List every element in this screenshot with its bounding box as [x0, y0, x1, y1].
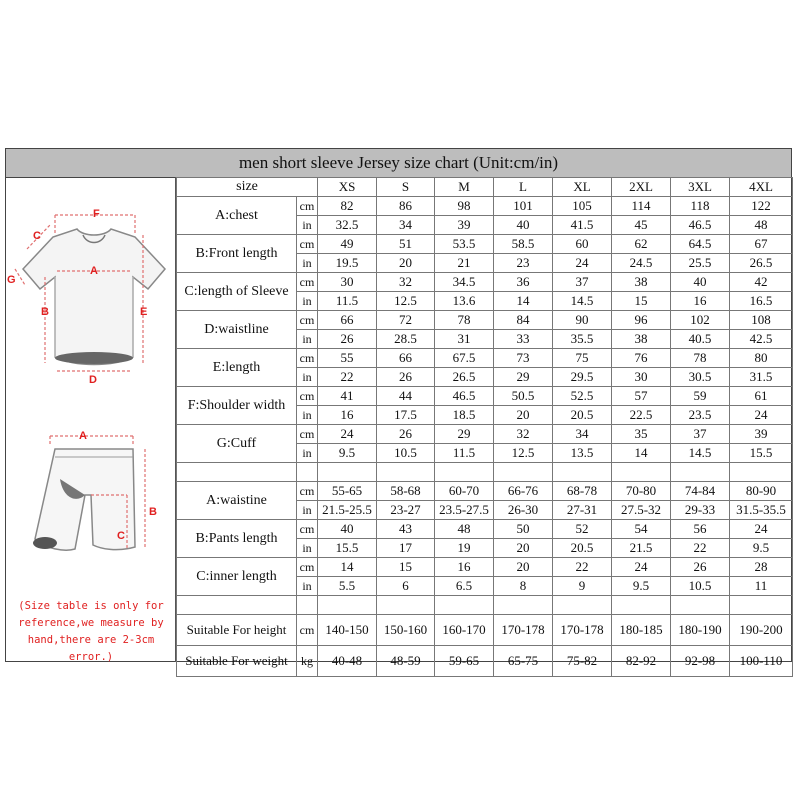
suitable-label: Suitable For height [177, 615, 297, 646]
empty-cell [494, 596, 553, 615]
empty-cell [297, 463, 318, 482]
value-cell: 66 [318, 311, 377, 330]
value-cell: 23 [494, 254, 553, 273]
value-cell: 14.5 [671, 444, 730, 463]
value-cell: 10.5 [377, 444, 435, 463]
value-cell: 22 [553, 558, 612, 577]
value-cell: 59-65 [435, 646, 494, 677]
value-cell: 150-160 [377, 615, 435, 646]
value-cell: 42.5 [730, 330, 793, 349]
value-cell: 140-150 [318, 615, 377, 646]
value-cell: 23.5 [671, 406, 730, 425]
unit-cell: cm [297, 482, 318, 501]
unit-cell: cm [297, 197, 318, 216]
empty-cell [730, 596, 793, 615]
value-cell: 16 [435, 558, 494, 577]
value-cell: 38 [612, 330, 671, 349]
unit-cell: in [297, 216, 318, 235]
value-cell: 40.5 [671, 330, 730, 349]
value-cell: 180-185 [612, 615, 671, 646]
value-cell: 32.5 [318, 216, 377, 235]
value-cell: 41.5 [553, 216, 612, 235]
value-cell: 26.5 [730, 254, 793, 273]
size-column-header: 4XL [730, 178, 793, 197]
measure-line-g [15, 269, 25, 285]
empty-cell [553, 463, 612, 482]
value-cell: 22.5 [612, 406, 671, 425]
value-cell: 27.5-32 [612, 501, 671, 520]
value-cell: 24 [612, 558, 671, 577]
value-cell: 92-98 [671, 646, 730, 677]
measurement-name: C:inner length [177, 558, 297, 596]
jersey-outline [23, 229, 165, 365]
value-cell: 8 [494, 577, 553, 596]
value-cell: 30 [318, 273, 377, 292]
measurement-name: F:Shoulder width [177, 387, 297, 425]
value-cell: 22 [671, 539, 730, 558]
measurement-name: A:waistine [177, 482, 297, 520]
value-cell: 70-80 [612, 482, 671, 501]
value-cell: 35 [612, 425, 671, 444]
size-column-header: XS [318, 178, 377, 197]
diagram-panel [5, 177, 176, 662]
pants-label-b: B [149, 506, 157, 518]
value-cell: 21.5-25.5 [318, 501, 377, 520]
value-cell: 15.5 [318, 539, 377, 558]
value-cell: 13.5 [553, 444, 612, 463]
value-cell: 26 [377, 368, 435, 387]
size-column-header: 3XL [671, 178, 730, 197]
value-cell: 23.5-27.5 [435, 501, 494, 520]
value-cell: 19 [435, 539, 494, 558]
jersey-row-cm [177, 425, 793, 444]
chart-title: men short sleeve Jersey size chart (Unit:cm/in) [5, 148, 792, 178]
value-cell: 32 [494, 425, 553, 444]
value-cell: 54 [612, 520, 671, 539]
value-cell: 74-84 [671, 482, 730, 501]
pants-label-c: C [117, 530, 125, 542]
unit-cell: kg [297, 646, 318, 677]
empty-cell [177, 596, 297, 615]
value-cell: 118 [671, 197, 730, 216]
value-cell: 20.5 [553, 406, 612, 425]
value-cell: 39 [730, 425, 793, 444]
value-cell: 19.5 [318, 254, 377, 273]
value-cell: 15 [612, 292, 671, 311]
value-cell: 34 [377, 216, 435, 235]
value-cell: 17 [377, 539, 435, 558]
value-cell: 43 [377, 520, 435, 539]
value-cell: 11.5 [318, 292, 377, 311]
value-cell: 24 [730, 520, 793, 539]
value-cell: 66 [377, 349, 435, 368]
unit-cell: cm [297, 425, 318, 444]
pants-row-cm [177, 558, 793, 577]
value-cell: 31 [435, 330, 494, 349]
value-cell: 90 [553, 311, 612, 330]
value-cell: 100-110 [730, 646, 793, 677]
value-cell: 31.5-35.5 [730, 501, 793, 520]
jersey-row-cm [177, 273, 793, 292]
value-cell: 15.5 [730, 444, 793, 463]
value-cell: 60 [553, 235, 612, 254]
empty-cell [377, 463, 435, 482]
suitable-label: Suitable For weight [177, 646, 297, 677]
value-cell: 29 [435, 425, 494, 444]
label-g: G [7, 274, 16, 286]
value-cell: 61 [730, 387, 793, 406]
label-c: C [33, 230, 41, 242]
size-table-body [177, 178, 793, 677]
empty-cell [377, 596, 435, 615]
value-cell: 170-178 [553, 615, 612, 646]
value-cell: 34 [553, 425, 612, 444]
pants-row-cm [177, 482, 793, 501]
unit-cell: cm [297, 349, 318, 368]
value-cell: 11 [730, 577, 793, 596]
value-cell: 67.5 [435, 349, 494, 368]
value-cell: 98 [435, 197, 494, 216]
value-cell: 24 [318, 425, 377, 444]
value-cell: 17.5 [377, 406, 435, 425]
value-cell: 29 [494, 368, 553, 387]
value-cell: 75 [553, 349, 612, 368]
value-cell: 62 [612, 235, 671, 254]
empty-cell [318, 463, 377, 482]
value-cell: 27-31 [553, 501, 612, 520]
value-cell: 58-68 [377, 482, 435, 501]
unit-cell: cm [297, 558, 318, 577]
value-cell: 31.5 [730, 368, 793, 387]
value-cell: 73 [494, 349, 553, 368]
value-cell: 53.5 [435, 235, 494, 254]
size-header-label: size [177, 178, 318, 197]
value-cell: 42 [730, 273, 793, 292]
spacer-row [177, 596, 793, 615]
empty-cell [318, 596, 377, 615]
value-cell: 30.5 [671, 368, 730, 387]
empty-cell [671, 596, 730, 615]
value-cell: 26-30 [494, 501, 553, 520]
jersey-diagram [7, 208, 165, 386]
value-cell: 68-78 [553, 482, 612, 501]
value-cell: 57 [612, 387, 671, 406]
value-cell: 105 [553, 197, 612, 216]
measurement-name: B:Front length [177, 235, 297, 273]
value-cell: 6.5 [435, 577, 494, 596]
measurement-name: C:length of Sleeve [177, 273, 297, 311]
value-cell: 28.5 [377, 330, 435, 349]
value-cell: 30 [612, 368, 671, 387]
empty-cell [177, 463, 297, 482]
value-cell: 14 [612, 444, 671, 463]
value-cell: 6 [377, 577, 435, 596]
empty-cell [553, 596, 612, 615]
value-cell: 20 [494, 406, 553, 425]
unit-cell: cm [297, 235, 318, 254]
suitable-weight-row [177, 646, 793, 677]
spacer-row [177, 463, 793, 482]
value-cell: 76 [612, 349, 671, 368]
value-cell: 9 [553, 577, 612, 596]
value-cell: 20 [494, 539, 553, 558]
value-cell: 78 [435, 311, 494, 330]
value-cell: 5.5 [318, 577, 377, 596]
value-cell: 38 [612, 273, 671, 292]
value-cell: 122 [730, 197, 793, 216]
value-cell: 24 [553, 254, 612, 273]
pants-diagram [33, 430, 157, 550]
value-cell: 28 [730, 558, 793, 577]
unit-cell: in [297, 406, 318, 425]
value-cell: 55 [318, 349, 377, 368]
value-cell: 51 [377, 235, 435, 254]
value-cell: 14 [318, 558, 377, 577]
value-cell: 64.5 [671, 235, 730, 254]
jersey-row-cm [177, 197, 793, 216]
unit-cell: in [297, 444, 318, 463]
label-e: E [140, 306, 148, 318]
value-cell: 25.5 [671, 254, 730, 273]
unit-cell: cm [297, 520, 318, 539]
value-cell: 170-178 [494, 615, 553, 646]
measurement-name: G:Cuff [177, 425, 297, 463]
value-cell: 49 [318, 235, 377, 254]
value-cell: 65-75 [494, 646, 553, 677]
value-cell: 48-59 [377, 646, 435, 677]
size-column-header: M [435, 178, 494, 197]
value-cell: 37 [553, 273, 612, 292]
value-cell: 20 [494, 558, 553, 577]
value-cell: 21.5 [612, 539, 671, 558]
jersey-row-cm [177, 349, 793, 368]
value-cell: 46.5 [671, 216, 730, 235]
jersey-row-cm [177, 311, 793, 330]
suitable-height-row [177, 615, 793, 646]
unit-cell: in [297, 254, 318, 273]
value-cell: 72 [377, 311, 435, 330]
unit-cell: in [297, 330, 318, 349]
measurement-name: E:length [177, 349, 297, 387]
unit-cell: cm [297, 273, 318, 292]
value-cell: 48 [435, 520, 494, 539]
empty-cell [494, 463, 553, 482]
value-cell: 84 [494, 311, 553, 330]
value-cell: 12.5 [494, 444, 553, 463]
value-cell: 67 [730, 235, 793, 254]
value-cell: 41 [318, 387, 377, 406]
value-cell: 23-27 [377, 501, 435, 520]
unit-cell: cm [297, 387, 318, 406]
value-cell: 60-70 [435, 482, 494, 501]
unit-cell: in [297, 577, 318, 596]
value-cell: 24 [730, 406, 793, 425]
size-column-header: L [494, 178, 553, 197]
value-cell: 22 [318, 368, 377, 387]
value-cell: 56 [671, 520, 730, 539]
value-cell: 32 [377, 273, 435, 292]
value-cell: 12.5 [377, 292, 435, 311]
size-table [176, 177, 793, 677]
value-cell: 52.5 [553, 387, 612, 406]
value-cell: 20.5 [553, 539, 612, 558]
label-d: D [89, 374, 97, 386]
value-cell: 108 [730, 311, 793, 330]
value-cell: 26 [671, 558, 730, 577]
value-cell: 16 [318, 406, 377, 425]
value-cell: 34.5 [435, 273, 494, 292]
value-cell: 35.5 [553, 330, 612, 349]
value-cell: 45 [612, 216, 671, 235]
value-cell: 26 [377, 425, 435, 444]
value-cell: 50.5 [494, 387, 553, 406]
value-cell: 14 [494, 292, 553, 311]
value-cell: 33 [494, 330, 553, 349]
measurement-name: A:chest [177, 197, 297, 235]
value-cell: 40-48 [318, 646, 377, 677]
unit-cell: cm [297, 615, 318, 646]
unit-cell: in [297, 539, 318, 558]
value-cell: 37 [671, 425, 730, 444]
value-cell: 29.5 [553, 368, 612, 387]
empty-cell [435, 463, 494, 482]
jersey-row-cm [177, 387, 793, 406]
value-cell: 180-190 [671, 615, 730, 646]
garment-diagrams [5, 177, 176, 662]
measurement-note: (Size table is only for reference,we measure by hand,there are 2-3cm error.) [18, 600, 164, 663]
value-cell: 102 [671, 311, 730, 330]
value-cell: 21 [435, 254, 494, 273]
value-cell: 114 [612, 197, 671, 216]
value-cell: 96 [612, 311, 671, 330]
measurement-name: B:Pants length [177, 520, 297, 558]
value-cell: 18.5 [435, 406, 494, 425]
value-cell: 48 [730, 216, 793, 235]
value-cell: 40 [671, 273, 730, 292]
unit-cell: in [297, 368, 318, 387]
pants-row-cm [177, 520, 793, 539]
size-header-row [177, 178, 793, 197]
label-f: F [93, 208, 100, 220]
value-cell: 9.5 [318, 444, 377, 463]
jersey-row-cm [177, 235, 793, 254]
empty-cell [612, 596, 671, 615]
value-cell: 16 [671, 292, 730, 311]
value-cell: 39 [435, 216, 494, 235]
value-cell: 26.5 [435, 368, 494, 387]
label-b: B [41, 306, 49, 318]
label-a: A [90, 265, 98, 277]
empty-cell [435, 596, 494, 615]
measurement-name: D:waistline [177, 311, 297, 349]
empty-cell [612, 463, 671, 482]
unit-cell: in [297, 292, 318, 311]
size-column-header: S [377, 178, 435, 197]
unit-cell: cm [297, 311, 318, 330]
value-cell: 9.5 [730, 539, 793, 558]
value-cell: 101 [494, 197, 553, 216]
value-cell: 58.5 [494, 235, 553, 254]
value-cell: 52 [553, 520, 612, 539]
value-cell: 11.5 [435, 444, 494, 463]
value-cell: 10.5 [671, 577, 730, 596]
value-cell: 78 [671, 349, 730, 368]
empty-cell [730, 463, 793, 482]
empty-cell [297, 596, 318, 615]
value-cell: 59 [671, 387, 730, 406]
value-cell: 16.5 [730, 292, 793, 311]
value-cell: 24.5 [612, 254, 671, 273]
value-cell: 40 [318, 520, 377, 539]
value-cell: 20 [377, 254, 435, 273]
value-cell: 14.5 [553, 292, 612, 311]
value-cell: 26 [318, 330, 377, 349]
size-column-header: XL [553, 178, 612, 197]
value-cell: 80-90 [730, 482, 793, 501]
value-cell: 86 [377, 197, 435, 216]
value-cell: 55-65 [318, 482, 377, 501]
value-cell: 190-200 [730, 615, 793, 646]
value-cell: 82-92 [612, 646, 671, 677]
value-cell: 75-82 [553, 646, 612, 677]
value-cell: 15 [377, 558, 435, 577]
value-cell: 50 [494, 520, 553, 539]
pants-label-a: A [79, 430, 87, 442]
empty-cell [671, 463, 730, 482]
value-cell: 80 [730, 349, 793, 368]
value-cell: 160-170 [435, 615, 494, 646]
value-cell: 82 [318, 197, 377, 216]
value-cell: 29-33 [671, 501, 730, 520]
value-cell: 44 [377, 387, 435, 406]
value-cell: 66-76 [494, 482, 553, 501]
size-column-header: 2XL [612, 178, 671, 197]
unit-cell: in [297, 501, 318, 520]
value-cell: 36 [494, 273, 553, 292]
value-cell: 13.6 [435, 292, 494, 311]
value-cell: 46.5 [435, 387, 494, 406]
value-cell: 40 [494, 216, 553, 235]
value-cell: 9.5 [612, 577, 671, 596]
